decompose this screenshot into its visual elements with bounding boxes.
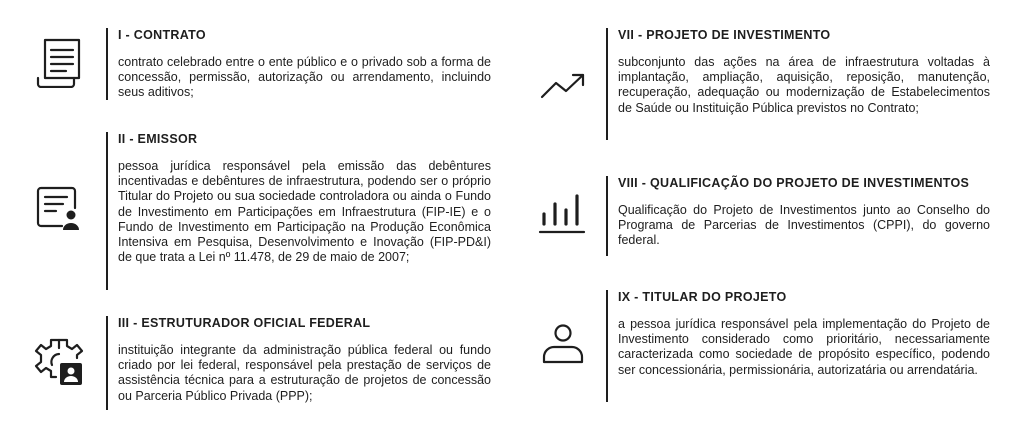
section-text: Qualificação do Projeto de Investimentos junto ao Conselho do Programa de Parcerias de Investimentos (CPPI), do governo federal.: [618, 203, 990, 248]
section-title: IX - TITULAR DO PROJETO: [618, 290, 787, 304]
section-text: instituição integrante da administração pública federal ou fundo criado por lei federal, responsável pela prestação de serviços de assistência técnica para a estruturação de projetos de concessão ou Parceria Público Privada (PPP);: [118, 343, 491, 403]
section-title: VIII - QUALIFICAÇÃO DO PROJETO DE INVESTIMENTOS: [618, 176, 970, 190]
section-title: III - ESTRUTURADOR OFICIAL FEDERAL: [118, 316, 371, 330]
section-contrato-block: [106, 28, 491, 100]
bar-chart-icon: [538, 192, 588, 236]
trend-up-icon: [540, 72, 586, 100]
section-text: subconjunto das ações na área de infraestrutura voltadas à implantação, ampliação, aquisição, reposição, manutenção, recuperação, adequação ou modernização de Estabelecimentos de Saúde ou Instituição Pública previstos no Contrato;: [618, 55, 990, 115]
gear-user-icon: [34, 336, 84, 388]
section-title: II - EMISSOR: [118, 132, 198, 146]
section-title: VII - PROJETO DE INVESTIMENTO: [618, 28, 831, 42]
section-emissor-block: [106, 132, 491, 290]
section-estruturador-block: [106, 316, 491, 410]
profile-card-icon: [36, 186, 82, 232]
section-titular-block: [606, 290, 990, 402]
person-icon: [541, 324, 585, 364]
section-title: I - CONTRATO: [118, 28, 206, 42]
document-icon: [36, 38, 82, 88]
section-qualificacao-block: [606, 176, 990, 256]
section-text: pessoa jurídica responsável pela emissão das debêntures incentivadas e debêntures de infraestrutura, podendo ser o próprio Titular do Projeto ou sua sociedade controladora ou ainda o Fundo de Investimento em Participações em Infraestrutura (FIP-IE) e o Fundo de Investimento em Participação na Produção Econômica Intensiva em Pesquisa, Desenvolvimento e Inovação (FIP-PD&I) de que trata a Lei nº 11.478, de 29 de maio de 2007;: [118, 159, 491, 265]
section-projeto-investimento-block: [606, 28, 990, 140]
section-text: a pessoa jurídica responsável pela implementação do Projeto de Investimento considerado como prioritário, necessariamente caracterizada como sociedade de propósito específico, podendo ser concessionária, permissionária, autorizatária ou arrendatária.: [618, 317, 990, 377]
section-text: contrato celebrado entre o ente público e o privado sob a forma de concessão, permissão, autorização ou arrendamento, incluindo seus aditivos;: [118, 55, 491, 100]
